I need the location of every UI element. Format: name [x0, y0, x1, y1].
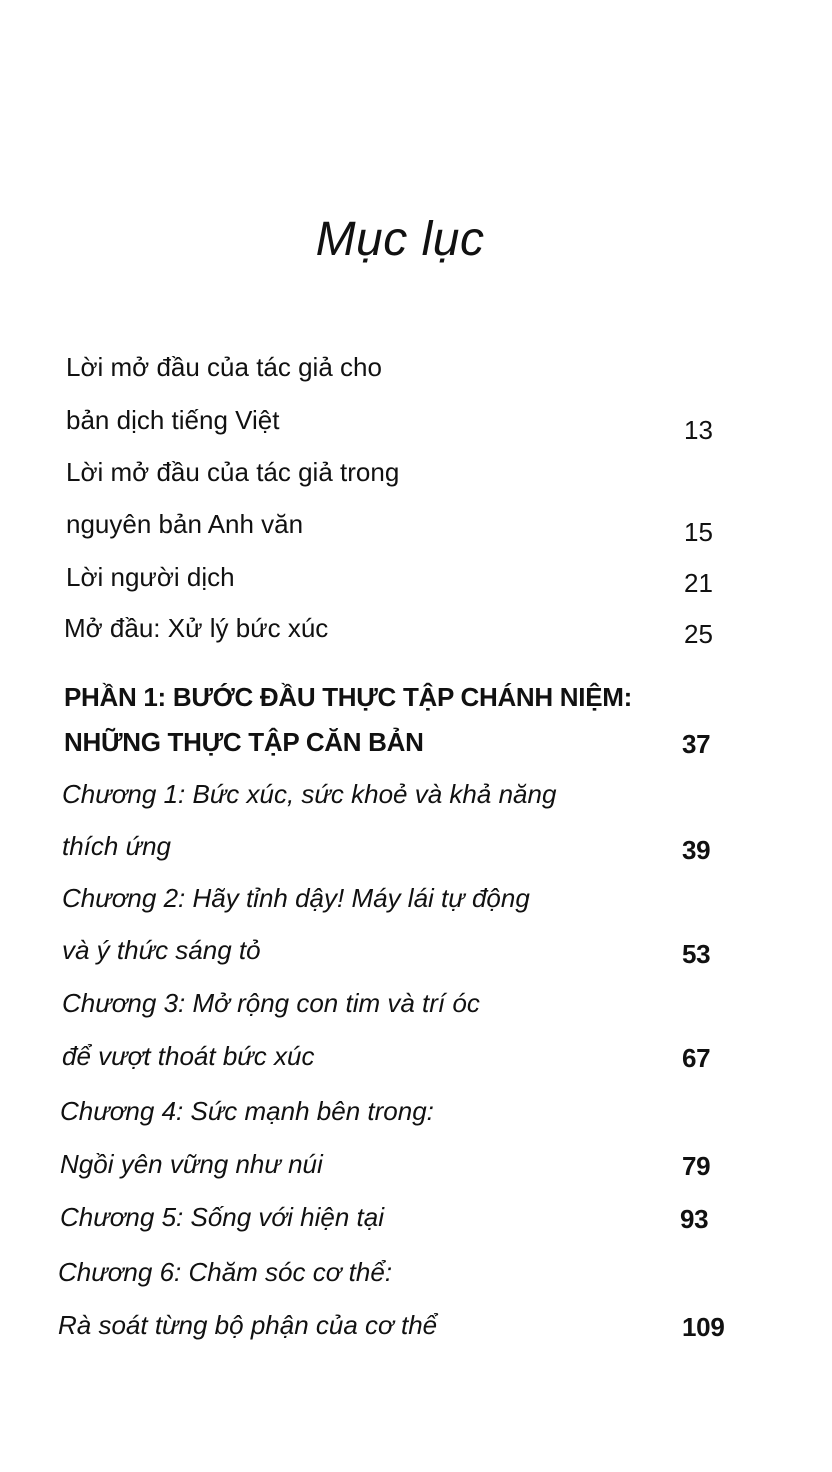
toc-entry-page: 13: [684, 415, 713, 445]
toc-entry-page: 67: [682, 1043, 711, 1073]
toc-chapter: [0, 1036, 832, 1076]
toc-chapter: [0, 930, 832, 970]
toc-entry-page: 21: [684, 568, 713, 598]
toc-entry-page: 53: [682, 939, 711, 969]
toc-entry-text: Chương 6: Chăm sóc cơ thể:: [58, 1257, 393, 1287]
toc-chapter: [0, 983, 832, 1023]
toc-entry-text: Chương 1: Bức xúc, sức khoẻ và khả năng: [62, 779, 557, 809]
toc-chapter: [0, 774, 832, 814]
toc-entry-text: Chương 5: Sống với hiện tại: [60, 1202, 384, 1232]
toc-entry-text: bản dịch tiếng Việt: [66, 405, 280, 435]
toc-chapter: [0, 1305, 832, 1345]
toc-chapter: [0, 1144, 832, 1184]
toc-entry: [0, 504, 832, 547]
toc-part-heading: [0, 722, 832, 762]
toc-entry-text: để vượt thoát bức xúc: [62, 1041, 315, 1071]
toc-entry: [0, 347, 832, 387]
toc-entry-text: Chương 4: Sức mạnh bên trong:: [60, 1096, 434, 1126]
toc-chapter: [0, 878, 832, 918]
toc-entry: [0, 557, 832, 597]
toc-entry-text: Lời người dịch: [66, 562, 235, 592]
toc-entry-text: PHẦN 1: BƯỚC ĐẦU THỰC TẬP CHÁNH NIỆM:: [64, 682, 632, 712]
toc-entry-text: Lời mở đầu của tác giả trong: [66, 457, 400, 487]
toc-entry: [0, 400, 832, 445]
toc-entry-page: 39: [682, 835, 711, 865]
toc-entry-text: Chương 2: Hãy tỉnh dậy! Máy lái tự động: [62, 883, 530, 913]
page-title: Mục lục: [315, 213, 485, 266]
toc-entry-text: NHỮNG THỰC TẬP CĂN BẢN: [64, 727, 424, 757]
toc-entry-text: nguyên bản Anh văn: [66, 509, 304, 539]
toc-entry-page: 15: [684, 517, 713, 547]
toc-entry-page: 37: [682, 729, 711, 759]
toc-part-heading: [0, 677, 832, 717]
toc-chapter: [0, 1252, 832, 1292]
toc-entry-page: 25: [684, 619, 713, 649]
toc-entry-text: thích ứng: [62, 831, 171, 861]
toc-chapter: [0, 826, 832, 866]
toc-entry-text: Rà soát từng bộ phận của cơ thể: [58, 1310, 438, 1340]
toc-entry: [0, 452, 832, 492]
toc-entry-text: Ngồi yên vững như núi: [60, 1149, 323, 1179]
toc-entry-page: 79: [682, 1151, 711, 1181]
toc-entry-page: 93: [680, 1204, 709, 1234]
toc-entry-text: Mở đầu: Xử lý bức xúc: [64, 613, 329, 643]
toc-entry-text: và ý thức sáng tỏ: [62, 935, 261, 965]
toc-entry-text: Lời mở đầu của tác giả cho: [66, 352, 382, 382]
toc-chapter: [0, 1091, 832, 1131]
toc-entry-page: 109: [682, 1312, 725, 1342]
toc-chapter: [0, 1197, 832, 1237]
toc-entry: [0, 608, 832, 648]
toc-entry-text: Chương 3: Mở rộng con tim và trí óc: [62, 988, 480, 1018]
